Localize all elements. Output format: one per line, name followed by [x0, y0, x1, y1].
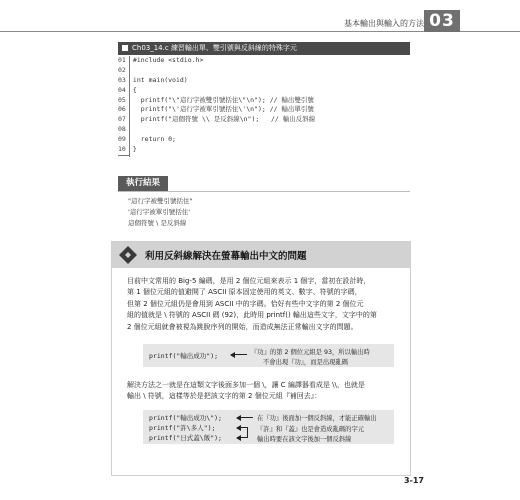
line-number: 01	[118, 56, 126, 64]
line-number: 04	[118, 85, 126, 94]
code-line	[118, 76, 410, 86]
arrow-left-icon	[237, 437, 247, 438]
line-number: 06	[118, 105, 126, 114]
arrow-left-icon	[237, 427, 247, 428]
line-number: 08	[118, 125, 126, 134]
line-number: 10	[118, 145, 126, 154]
line-number: 09	[118, 135, 126, 144]
tip-paragraph-1	[127, 276, 402, 333]
example-note: 不會出現『功』，而是出現亂碼	[263, 359, 349, 366]
result-line: 這個符號 \ 是反斜線	[128, 219, 187, 227]
code-text: {	[132, 85, 137, 94]
example-code: printf("許\多人");	[149, 424, 216, 432]
code-line	[118, 115, 410, 125]
page-header	[0, 10, 520, 32]
code-lines	[118, 56, 410, 155]
code-line	[118, 96, 410, 106]
chapter-tab: 03	[424, 10, 460, 32]
line-number: 07	[118, 115, 126, 124]
arrow-left-icon	[237, 417, 253, 418]
example-note: 『許』和『蓋』也是會造成亂碼的字元	[257, 426, 365, 433]
code-text: return 0;	[132, 135, 176, 144]
example-box-1	[143, 344, 394, 367]
code-listing	[118, 56, 410, 160]
code-text: int main(void)	[132, 75, 188, 84]
paragraph-line: 解決方法之一就是在這類文字後面多加一個 \，讓 C 編譯器看成是 \\，也就是	[127, 381, 365, 389]
result-line: "這行字被雙引號括住"	[128, 197, 193, 205]
code-listing-title-text: Ch03_14.c 練習輸出單、雙引號與反斜線的特殊字元	[132, 44, 297, 52]
tip-title: 利用反斜線解決在螢幕輸出中文的問題	[145, 251, 307, 262]
code-line	[118, 105, 410, 115]
line-number: 02	[118, 65, 126, 74]
diamond-icon	[119, 246, 137, 264]
line-number: 05	[118, 95, 126, 104]
bracket-line	[247, 427, 248, 438]
tip-paragraph-2	[127, 380, 402, 403]
code-line	[118, 145, 410, 155]
gutter-end-rule	[118, 155, 130, 156]
example-note: 『功』的第 2 個位元組是 93，所以輸出時	[251, 349, 370, 356]
code-line	[118, 56, 410, 66]
code-text: printf("\'這行字被單引號括住\'\n"); // 輸出單引號	[132, 105, 314, 114]
paragraph-line: 目前中文常用的 Big-5 編碼，是用 2 個位元組來表示 1 個字，當初在設計時，	[127, 277, 371, 285]
line-number: 03	[118, 75, 126, 84]
code-line	[118, 86, 410, 96]
code-line	[118, 135, 410, 145]
arrow-left-icon	[231, 354, 247, 355]
result-line: '這行字被單引號括住'	[128, 208, 191, 216]
section-title: 基本輸出與輸入的方法	[344, 19, 424, 28]
paragraph-line: 2 個位元組就會被視為跳脫序列的開始，而造成無法正常輸出文字的問題。	[127, 322, 358, 331]
paragraph-line: 但第 2 個位元組仍是會用到 ASCII 中的字碼。恰好有些中文字的第 2 個位元	[127, 299, 364, 308]
result-heading: 執行結果	[118, 176, 168, 191]
tip-header	[112, 242, 410, 268]
code-text: printf("這個符號 \\ 是反斜線\n"); // 輸出反斜線	[132, 115, 316, 124]
example-note: 在『功』後面加一個反斜線，才能正確輸出	[257, 415, 377, 422]
code-listing-title	[118, 42, 410, 55]
paragraph-line: 輸出 \ 符號，這樣等於是把該文字的第 2 個位元組『補回去』：	[127, 392, 322, 401]
result-rule	[118, 191, 410, 192]
code-text: }	[132, 145, 137, 154]
code-line	[118, 66, 410, 76]
example-code: printf("輸出成功");	[149, 352, 219, 360]
code-text: printf("\"這行字被雙引號括住\"\n"); // 輸出雙引號	[132, 95, 314, 104]
example-code: printf("輸出成功\");	[149, 414, 222, 422]
square-bullet-icon	[122, 45, 128, 51]
example-code: printf("日式蓋\飯");	[149, 434, 222, 442]
code-text: #include <stdio.h>	[132, 56, 204, 64]
code-line	[118, 125, 410, 135]
tip-box	[111, 241, 411, 476]
page-number: 3-17	[403, 476, 424, 485]
paragraph-line: 組的值就是 \ 符號的 ASCII 碼 (92)，此時用 printf() 輸出這些文字，文字中的第	[127, 311, 377, 320]
example-box-2	[143, 410, 394, 444]
example-note: 輸出時要在該文字後加一個反斜線	[257, 436, 352, 443]
paragraph-line: 第 1 個位元組的值避開了 ASCII 原本固定使用的英文、數字、符號的字碼，	[127, 288, 362, 297]
